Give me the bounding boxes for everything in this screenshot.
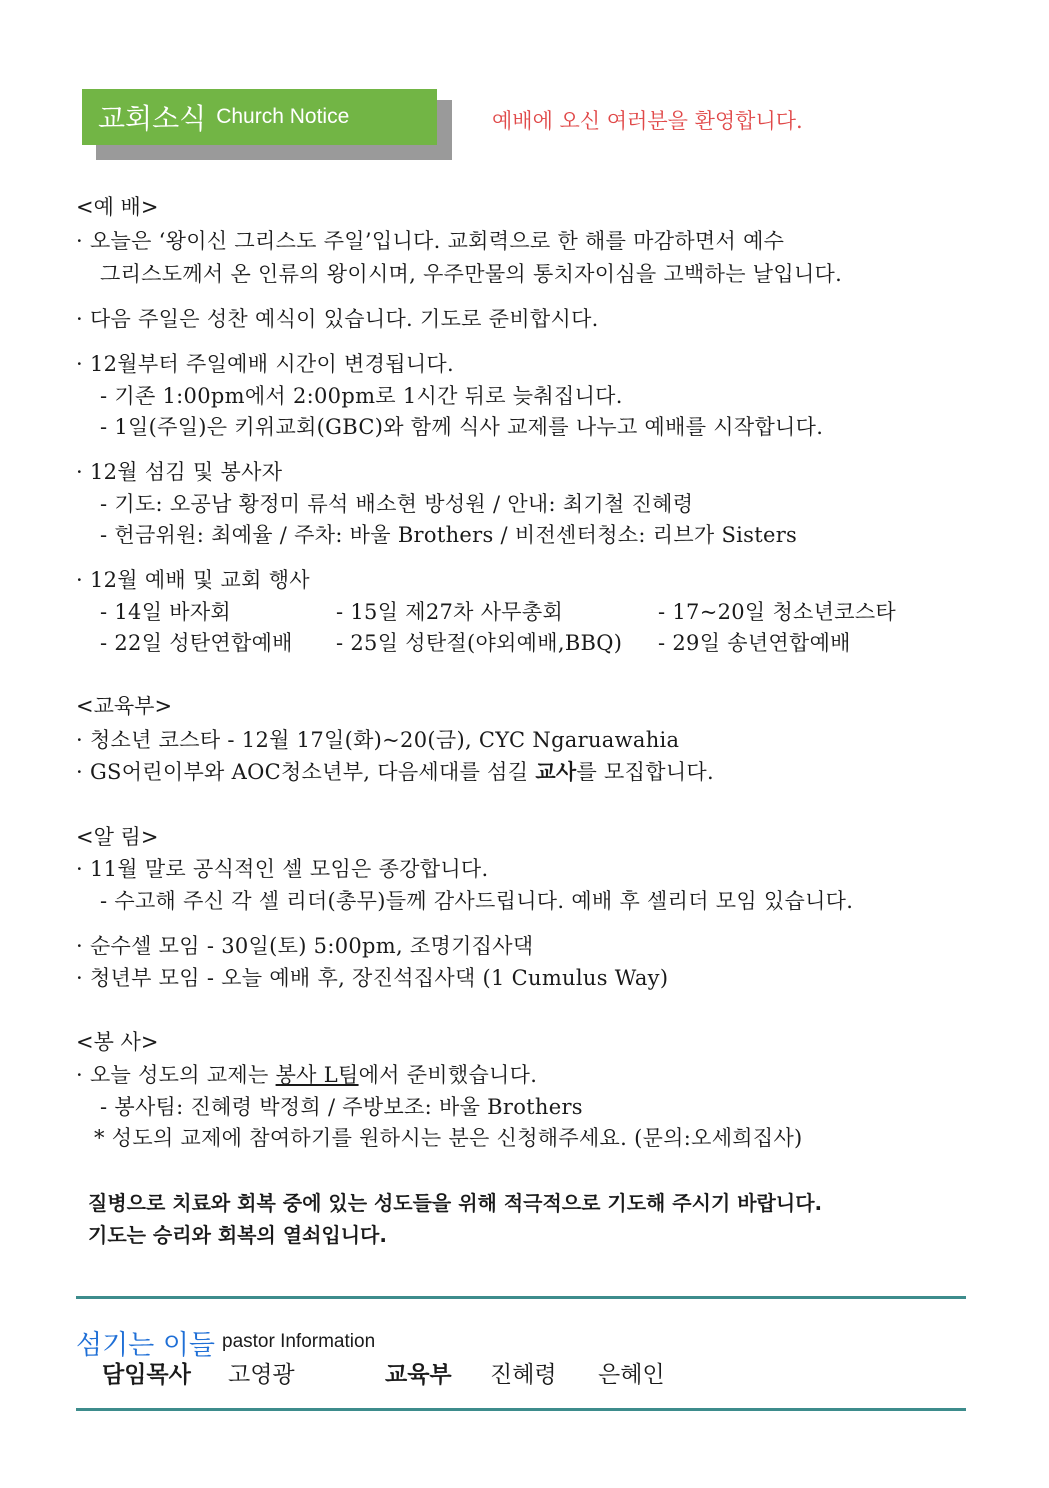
event-item: - 15일 제27차 사무총회 (336, 600, 564, 624)
teacher-emphasis: 교사 (535, 760, 577, 784)
header-title: 교회소식 (98, 102, 207, 135)
pastor-label: 담임목사 (102, 1362, 191, 1388)
team-underlined: 봉사 L팀 (275, 1063, 359, 1087)
header-subtitle: Church Notice (216, 105, 350, 128)
education-line: · 청소년 코스타 - 12월 17일(화)~20(금), CYC Ngaruawahia (76, 728, 680, 752)
event-item: - 22일 성탄연합예배 (100, 631, 293, 655)
notice-line: · 11월 말로 공식적인 셀 모임은 종강합니다. (76, 857, 489, 881)
education-heading: <교육부> (76, 694, 173, 718)
worship-line: - 기존 1:00pm에서 2:00pm로 1시간 뒤로 늦춰집니다. (100, 384, 623, 408)
education-name: 진혜령 (490, 1362, 557, 1388)
pastor-name: 고영광 (228, 1362, 295, 1388)
service-line: * 성도의 교제에 참여하기를 원하시는 분은 신청해주세요. (문의:오세희집사) (94, 1126, 803, 1150)
event-item: - 14일 바자회 (100, 600, 232, 624)
worship-heading: <예 배> (76, 195, 159, 219)
education-line (76, 756, 714, 786)
service-heading: <봉 사> (76, 1030, 159, 1054)
notice-heading: <알 림> (76, 825, 159, 849)
prayer-line: 질병으로 치료와 회복 중에 있는 성도들을 위해 적극적으로 기도해 주시기 바랍니다. (88, 1191, 823, 1215)
staff-subtitle: pastor Information (222, 1331, 376, 1352)
service-line (76, 1059, 537, 1089)
education-text: · GS어린이부와 AOC청소년부, 다음세대를 섬길 (76, 760, 536, 784)
header-box (82, 89, 437, 145)
notice-line: - 수고해 주신 각 셀 리더(총무)들께 감사드립니다. 예배 후 셀리더 모임 있습니다. (100, 889, 854, 913)
event-item: - 17~20일 청소년코스타 (658, 600, 896, 624)
worship-line: - 기도: 오공남 황정미 류석 배소현 방성원 / 안내: 최기철 진혜령 (100, 492, 694, 516)
divider-bottom (76, 1408, 966, 1411)
worship-line: · 다음 주일은 성찬 예식이 있습니다. 기도로 준비합시다. (76, 307, 599, 331)
worship-line: 그리스도께서 온 인류의 왕이시며, 우주만물의 통치자이심을 고백하는 날입니다. (100, 262, 843, 286)
service-line: - 봉사팀: 진혜령 박정희 / 주방보조: 바울 Brothers (100, 1095, 583, 1119)
worship-line: · 12월부터 주일예배 시간이 변경됩니다. (76, 352, 454, 376)
welcome-message: 예배에 오신 여러분을 환영합니다. (492, 109, 803, 133)
education-label: 교육부 (385, 1362, 452, 1388)
staff-title: 섬기는 이들 (76, 1330, 215, 1361)
divider-top (76, 1296, 966, 1299)
education-name: 은혜인 (598, 1362, 665, 1388)
worship-line: · 12월 예배 및 교회 행사 (76, 568, 310, 592)
prayer-line: 기도는 승리와 회복의 열쇠입니다. (88, 1223, 387, 1247)
notice-line: · 순수셀 모임 - 30일(토) 5:00pm, 조명기집사댁 (76, 934, 534, 958)
service-text: 에서 준비했습니다. (358, 1063, 538, 1087)
worship-line: · 12월 섬김 및 봉사자 (76, 460, 283, 484)
worship-line: - 헌금위원: 최예율 / 주차: 바울 Brothers / 비전센터청소: 리브가 Sisters (100, 523, 798, 547)
event-item: - 29일 송년연합예배 (658, 631, 851, 655)
notice-line: · 청년부 모임 - 오늘 예배 후, 장진석집사댁 (1 Cumulus Way) (76, 966, 669, 990)
worship-line: - 1일(주일)은 키위교회(GBC)와 함께 식사 교제를 나누고 예배를 시작합니다. (100, 415, 824, 439)
service-text: · 오늘 성도의 교제는 (76, 1063, 276, 1087)
event-item: - 25일 성탄절(야외예배,BBQ) (336, 631, 623, 655)
worship-line: · 오늘은 ‘왕이신 그리스도 주일’입니다. 교회력으로 한 해를 마감하면서 예수 (76, 229, 785, 253)
education-text: 를 모집합니다. (576, 760, 714, 784)
